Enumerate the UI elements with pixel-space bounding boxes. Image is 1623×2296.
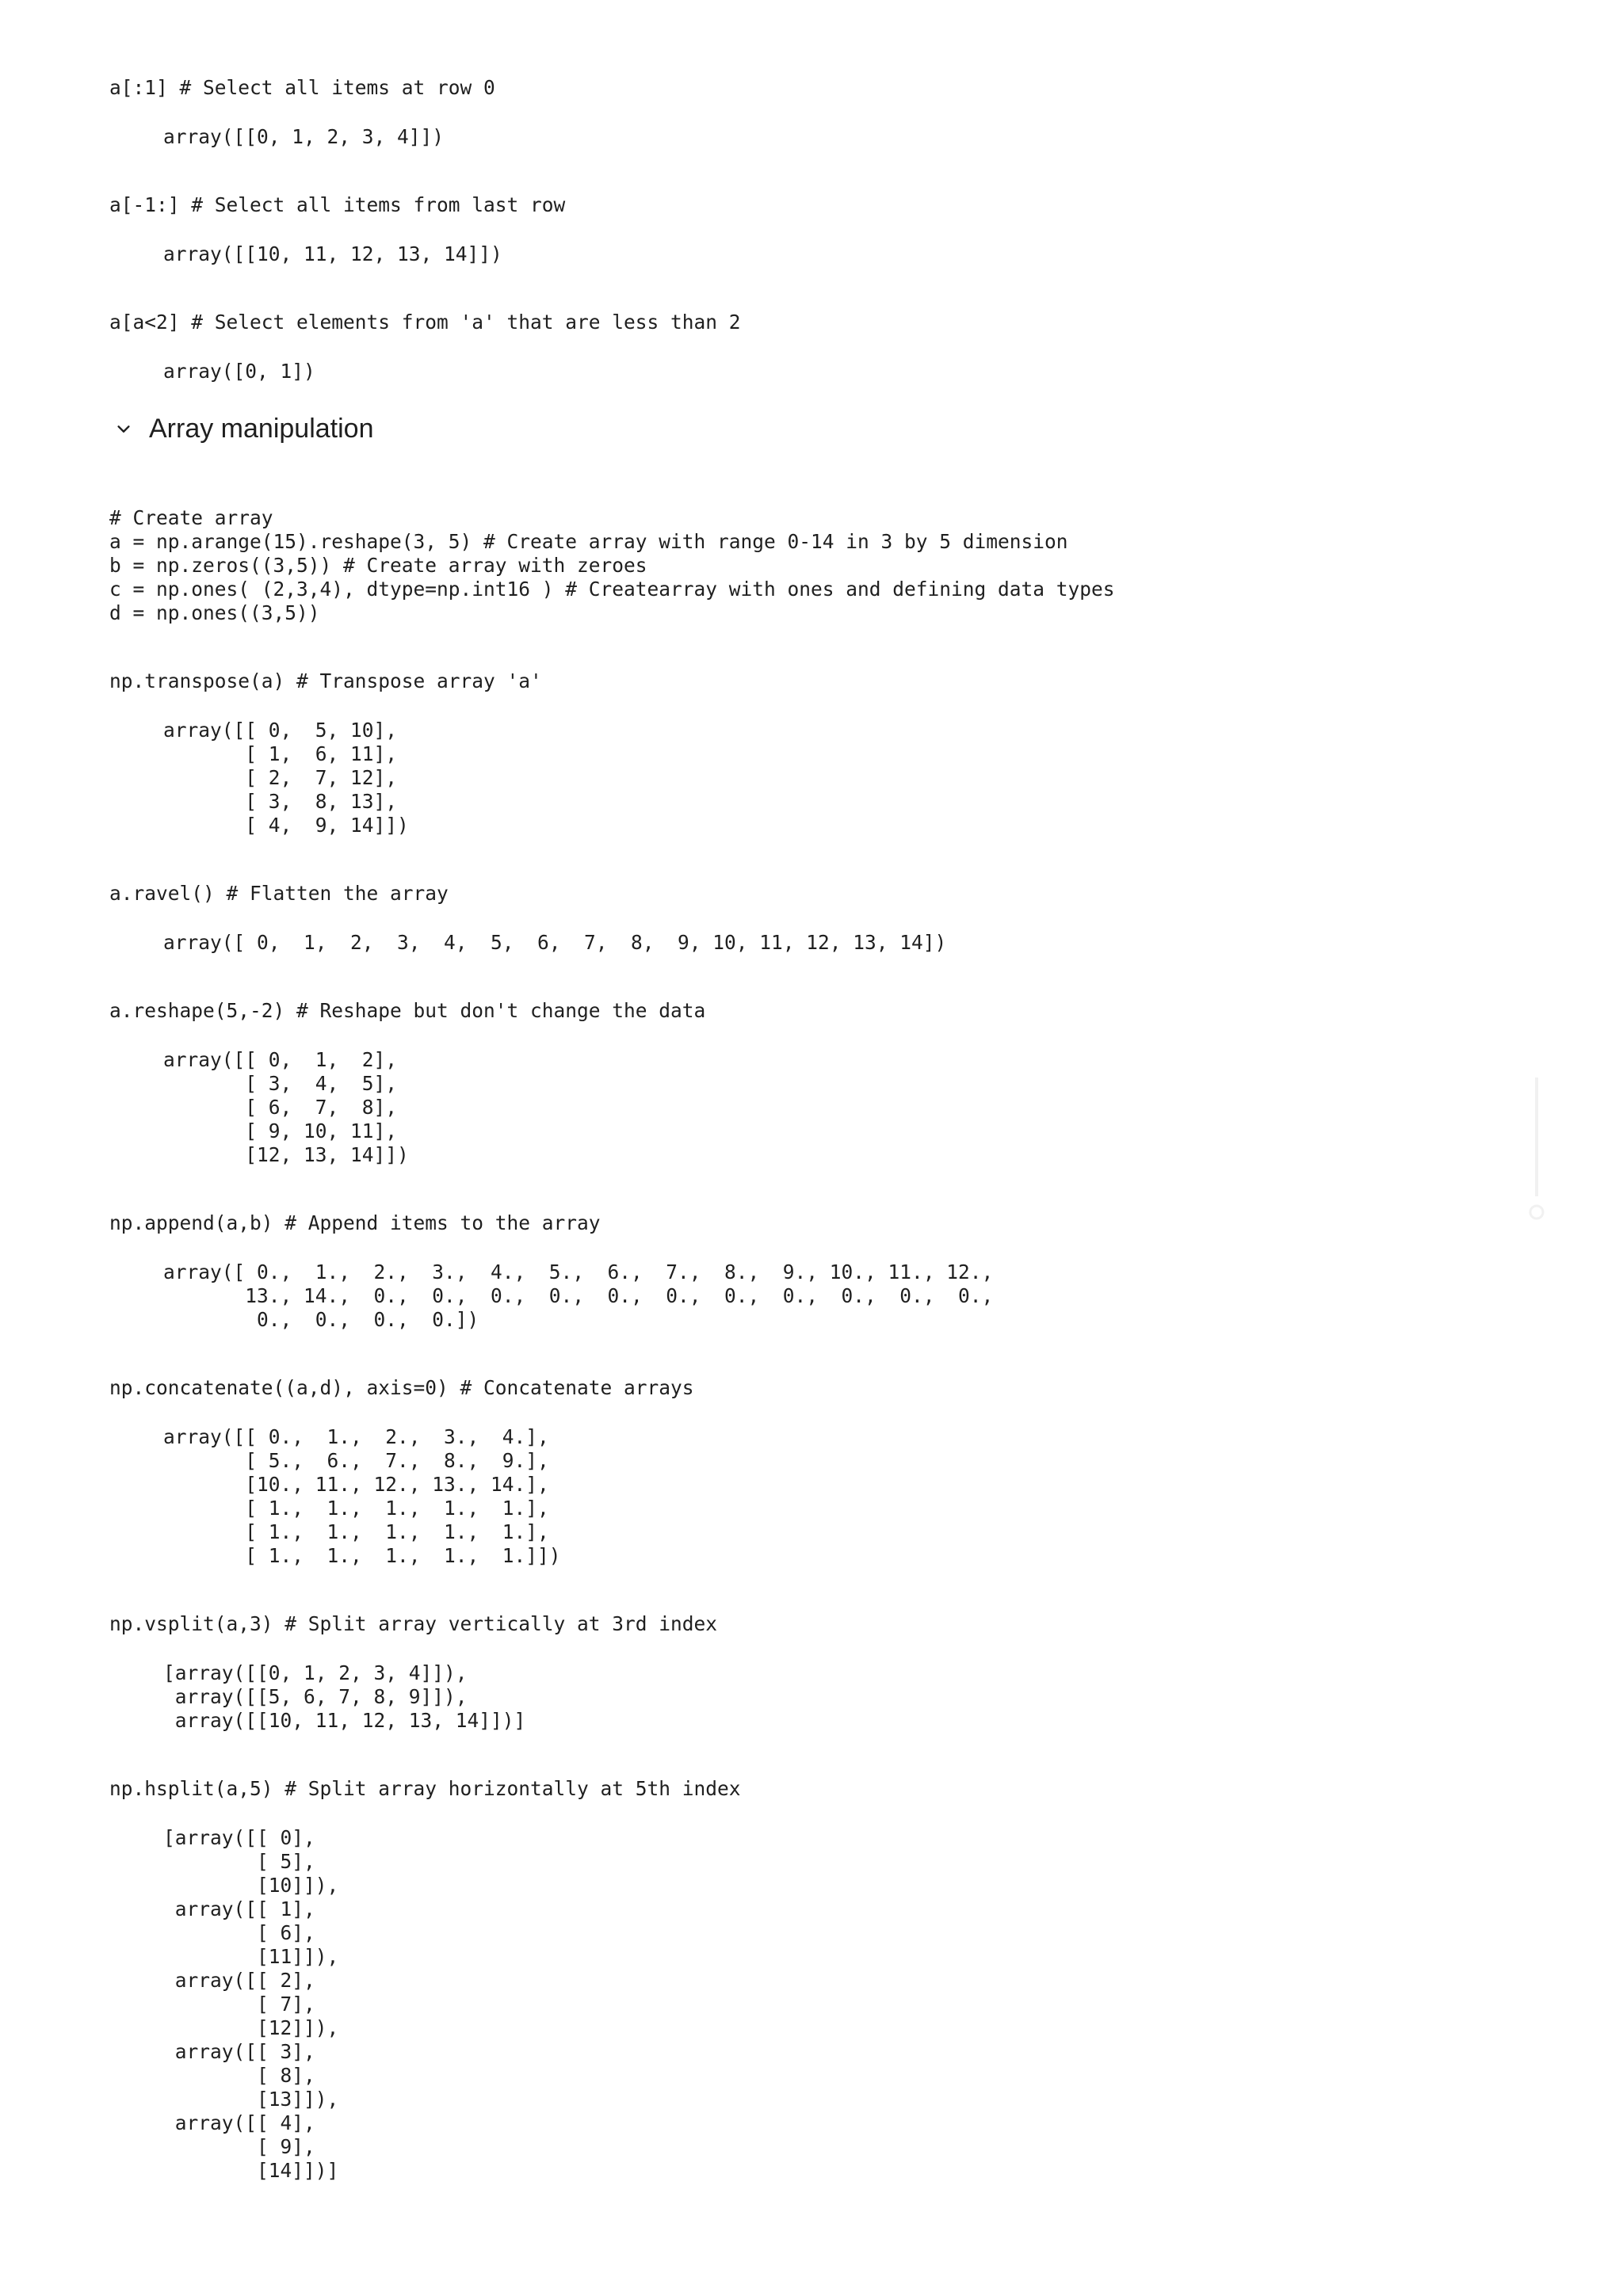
section-header	[109, 414, 1536, 444]
code-cell[interactable]	[109, 193, 1536, 266]
code-output: array([[10, 11, 12, 13, 14]])	[163, 242, 502, 265]
code-cell[interactable]	[109, 1376, 1536, 1568]
code-output: array([[ 0, 5, 10], [ 1, 6, 11], [ 2, 7, 12], [ 3, 8, 13], [ 4, 9, 14]])	[163, 719, 409, 837]
code-input[interactable]: a.reshape(5,-2) # Reshape but don't change the data	[109, 999, 706, 1022]
code-cell[interactable]	[109, 999, 1536, 1167]
code-input[interactable]: np.append(a,b) # Append items to the array	[109, 1211, 601, 1234]
code-input[interactable]: a[a<2] # Select elements from 'a' that are less than 2	[109, 311, 741, 334]
code-output: array([ 0., 1., 2., 3., 4., 5., 6., 7., 8., 9., 10., 11., 12., 13., 14., 0., 0., 0., 0., 0., 0., 0., 0., 0., 0., 0., 0., 0., 0., 0.])	[163, 1261, 994, 1331]
code-input[interactable]: np.transpose(a) # Transpose array 'a'	[109, 669, 542, 692]
chevron-down-icon[interactable]	[109, 415, 138, 444]
code-cell[interactable]	[109, 1777, 1536, 2183]
notebook-page	[109, 76, 1536, 2183]
code-cell[interactable]	[109, 882, 1536, 955]
section-title: Array manipulation	[149, 414, 374, 444]
code-input[interactable]: a[:1] # Select all items at row 0	[109, 76, 495, 99]
code-output: array([[0, 1, 2, 3, 4]])	[163, 125, 445, 148]
code-input[interactable]: np.hsplit(a,5) # Split array horizontally at 5th index	[109, 1777, 741, 1800]
code-output: array([0, 1])	[163, 360, 315, 383]
watermark-mark	[1528, 1077, 1547, 1228]
code-output: [array([[0, 1, 2, 3, 4]]), array([[5, 6, 7, 8, 9]]), array([[10, 11, 12, 13, 14]])]	[163, 1661, 526, 1732]
code-cell[interactable]	[109, 669, 1536, 837]
code-cell[interactable]	[109, 1211, 1536, 1332]
code-output: array([[ 0., 1., 2., 3., 4.], [ 5., 6., 7., 8., 9.], [10., 11., 12., 13., 14.], [ 1., 1., 1., 1., 1.], [ 1., 1., 1., 1., 1.], [ 1., 1., 1., 1., 1.]])	[163, 1425, 561, 1567]
code-input[interactable]: a.ravel() # Flatten the array	[109, 882, 449, 905]
code-output: array([ 0, 1, 2, 3, 4, 5, 6, 7, 8, 9, 10, 11, 12, 13, 14])	[163, 931, 947, 954]
code-cell[interactable]	[109, 311, 1536, 383]
code-cell[interactable]	[109, 1612, 1536, 1733]
code-cell[interactable]	[109, 76, 1536, 149]
code-cell[interactable]	[109, 506, 1536, 625]
code-input[interactable]: np.concatenate((a,d), axis=0) # Concatenate arrays	[109, 1376, 694, 1399]
code-input[interactable]: # Create array a = np.arange(15).reshape(3, 5) # Create array with range 0-14 in 3 by 5 dimension b = np.zeros((3,5)) # Create array with zeroes c = np.ones( (2,3,4), dtype=np.int16 ) # Createarray with ones and defining data types d = np.ones((3,5))	[109, 506, 1115, 624]
code-output: array([[ 0, 1, 2], [ 3, 4, 5], [ 6, 7, 8], [ 9, 10, 11], [12, 13, 14]])	[163, 1048, 409, 1166]
code-input[interactable]: np.vsplit(a,3) # Split array vertically at 3rd index	[109, 1612, 718, 1635]
code-output: [array([[ 0], [ 5], [10]]), array([[ 1], [ 6], [11]]), array([[ 2], [ 7], [12]]), array([[ 3], [ 8], [13]]), array([[ 4], [ 9], [14]])]	[163, 1826, 339, 2182]
code-input[interactable]: a[-1:] # Select all items from last row	[109, 193, 566, 216]
